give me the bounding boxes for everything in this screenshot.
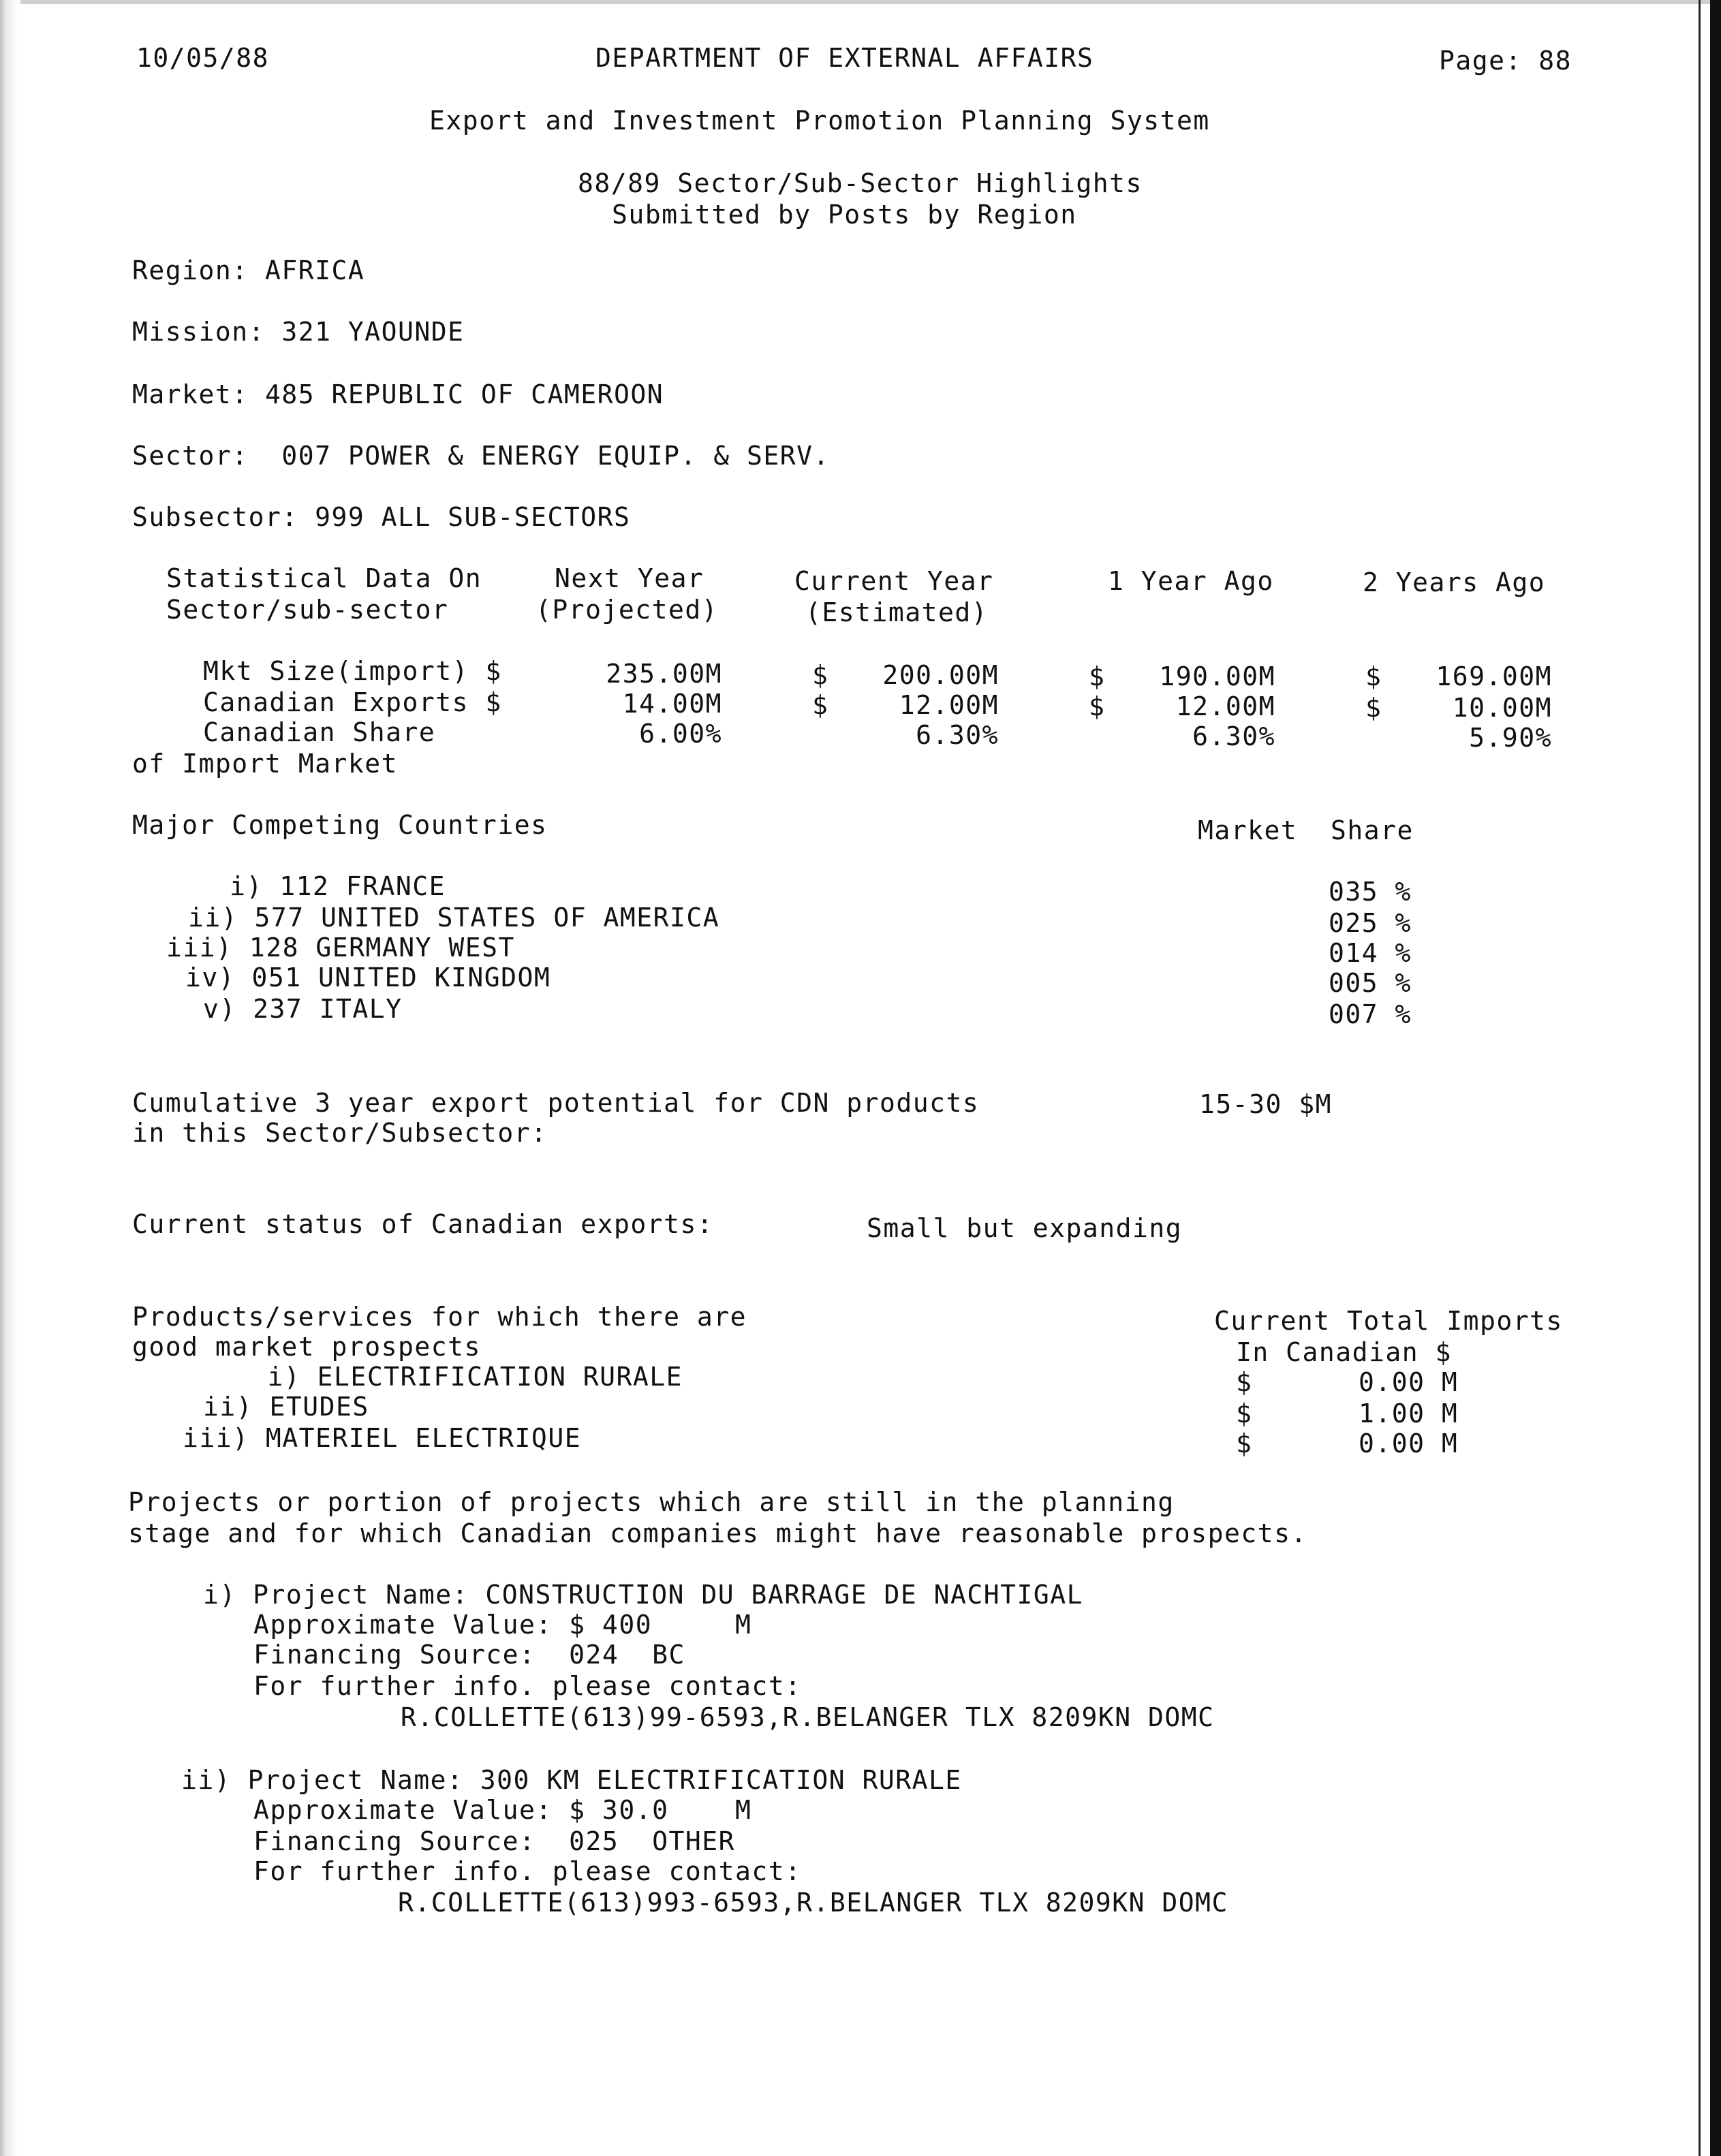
products-heading-continued: good market prospects (132, 1332, 481, 1362)
project-value: Approximate Value: $ 400 M (253, 1610, 752, 1640)
stats-current-year-value: 12.00M (899, 690, 999, 720)
stats-currency: $ (1365, 693, 1382, 723)
export-status-value: Small but expanding (867, 1213, 1183, 1243)
project-contact: R.COLLETTE(613)993-6593,R.BELANGER TLX 8209KN DOMC (398, 1888, 1228, 1918)
two-years-ago-header: 2 Years Ago (1363, 567, 1546, 597)
project-contact-label: For further info. please contact: (253, 1856, 802, 1886)
competitor-share: 007 % (1329, 999, 1412, 1029)
export-potential-value: 15-30 $M (1199, 1089, 1333, 1119)
stats-next-year-value: 14.00M (622, 689, 722, 719)
current-year-subheader: (Estimated) (805, 597, 989, 627)
stats-two-years-ago-value: 10.00M (1452, 693, 1552, 723)
stats-currency: $ (1365, 661, 1382, 691)
stats-currency: $ (812, 660, 829, 690)
system-title: Export and Investment Promotion Planning System (429, 106, 1210, 136)
competitor-share: 025 % (1329, 908, 1412, 938)
imports-subheading: In Canadian $ (1236, 1337, 1452, 1367)
competitor-country: ii) 577 UNITED STATES OF AMERICA (188, 903, 720, 933)
stats-next-year-value: 6.00% (639, 719, 722, 749)
stats-row-label: Mkt Size(import) $ (203, 656, 502, 686)
competitor-country: iv) 051 UNITED KINGDOM (185, 963, 551, 993)
one-year-ago-header: 1 Year Ago (1108, 566, 1274, 596)
competitor-share: 005 % (1329, 968, 1412, 998)
mission-field: Mission: 321 YAOUNDE (132, 317, 465, 347)
stats-current-year-value: 6.30% (916, 720, 999, 750)
project-contact-label: For further info. please contact: (253, 1671, 802, 1701)
product-import-value: 0.00 M (1359, 1367, 1459, 1397)
project-contact: R.COLLETTE(613)99-6593,R.BELANGER TLX 8209KN DOMC (401, 1702, 1215, 1732)
current-year-header: Current Year (794, 566, 994, 596)
stats-two-years-ago-value: 5.90% (1469, 723, 1552, 753)
competitor-country: v) 237 ITALY (203, 994, 403, 1024)
market-share-heading: Market Share (1198, 815, 1414, 845)
product-currency: $ (1236, 1367, 1253, 1397)
product-import-value: 0.00 M (1359, 1428, 1459, 1458)
stats-currency: $ (1089, 661, 1106, 691)
stats-next-year-value: 235.00M (606, 659, 722, 689)
market-field: Market: 485 REPUBLIC OF CAMEROON (132, 379, 664, 409)
scan-edge-right (1710, 0, 1721, 2156)
product-import-value: 1.00 M (1359, 1399, 1459, 1428)
stats-current-year-value: 200.00M (882, 660, 999, 690)
report-subtitle: Submitted by Posts by Region (612, 200, 1077, 230)
stats-row-label-continued: of Import Market (132, 749, 399, 779)
project-financing: Financing Source: 025 OTHER (253, 1826, 735, 1856)
stats-one-year-ago-value: 190.00M (1159, 661, 1275, 691)
projects-intro: Projects or portion of projects which are still in the planning (128, 1487, 1175, 1517)
project-value: Approximate Value: $ 30.0 M (253, 1795, 752, 1825)
stats-label-header-1: Statistical Data On (166, 563, 482, 593)
next-year-subheader: (Projected) (536, 595, 719, 625)
products-heading: Products/services for which there are (132, 1302, 747, 1332)
report-date: 10/05/88 (136, 43, 270, 73)
product-currency: $ (1236, 1399, 1253, 1428)
project-name: i) Project Name: CONSTRUCTION DU BARRAGE DE NACHTIGAL (203, 1580, 1084, 1610)
projects-intro-continued: stage and for which Canadian companies might have reasonable prospects. (128, 1518, 1307, 1548)
project-financing: Financing Source: 024 BC (253, 1640, 685, 1670)
product-name: ii) ETUDES (203, 1392, 369, 1422)
export-potential-label-continued: in this Sector/Subsector: (132, 1118, 548, 1148)
export-potential-label: Cumulative 3 year export potential for CDN products (132, 1088, 980, 1118)
competitor-share: 035 % (1329, 877, 1412, 907)
scan-edge-top (0, 0, 1721, 4)
product-name: i) ELECTRIFICATION RURALE (267, 1362, 683, 1392)
product-name: iii) MATERIEL ELECTRIQUE (183, 1423, 582, 1453)
stats-one-year-ago-value: 12.00M (1175, 691, 1275, 721)
export-status-label: Current status of Canadian exports: (132, 1209, 714, 1239)
stats-currency: $ (1089, 691, 1106, 721)
project-name: ii) Project Name: 300 KM ELECTRIFICATION RURALE (181, 1765, 962, 1795)
region-field: Region: AFRICA (132, 255, 365, 285)
report-title: 88/89 Sector/Sub-Sector Highlights (578, 168, 1143, 198)
page-number: Page: 88 (1439, 46, 1572, 76)
subsector-field: Subsector: 999 ALL SUB-SECTORS (132, 502, 631, 532)
scan-edge-left (0, 0, 20, 2156)
sector-field: Sector: 007 POWER & ENERGY EQUIP. & SERV. (132, 441, 830, 471)
stats-two-years-ago-value: 169.00M (1436, 661, 1552, 691)
imports-heading: Current Total Imports (1214, 1306, 1563, 1336)
product-currency: $ (1236, 1428, 1253, 1458)
competitors-heading: Major Competing Countries (132, 810, 548, 840)
competitor-country: i) 112 FRANCE (230, 871, 446, 901)
stats-currency: $ (812, 690, 829, 720)
stats-label-header-2: Sector/sub-sector (166, 595, 449, 625)
next-year-header: Next Year (555, 563, 704, 593)
stats-row-label: Canadian Exports $ (203, 687, 502, 717)
stats-row-label: Canadian Share (203, 717, 436, 747)
competitor-share: 014 % (1329, 938, 1412, 968)
competitor-country: iii) 128 GERMANY WEST (166, 933, 515, 963)
stats-one-year-ago-value: 6.30% (1192, 721, 1275, 751)
department-name: DEPARTMENT OF EXTERNAL AFFAIRS (595, 43, 1094, 73)
scan-edge-right-line (1699, 0, 1701, 2156)
